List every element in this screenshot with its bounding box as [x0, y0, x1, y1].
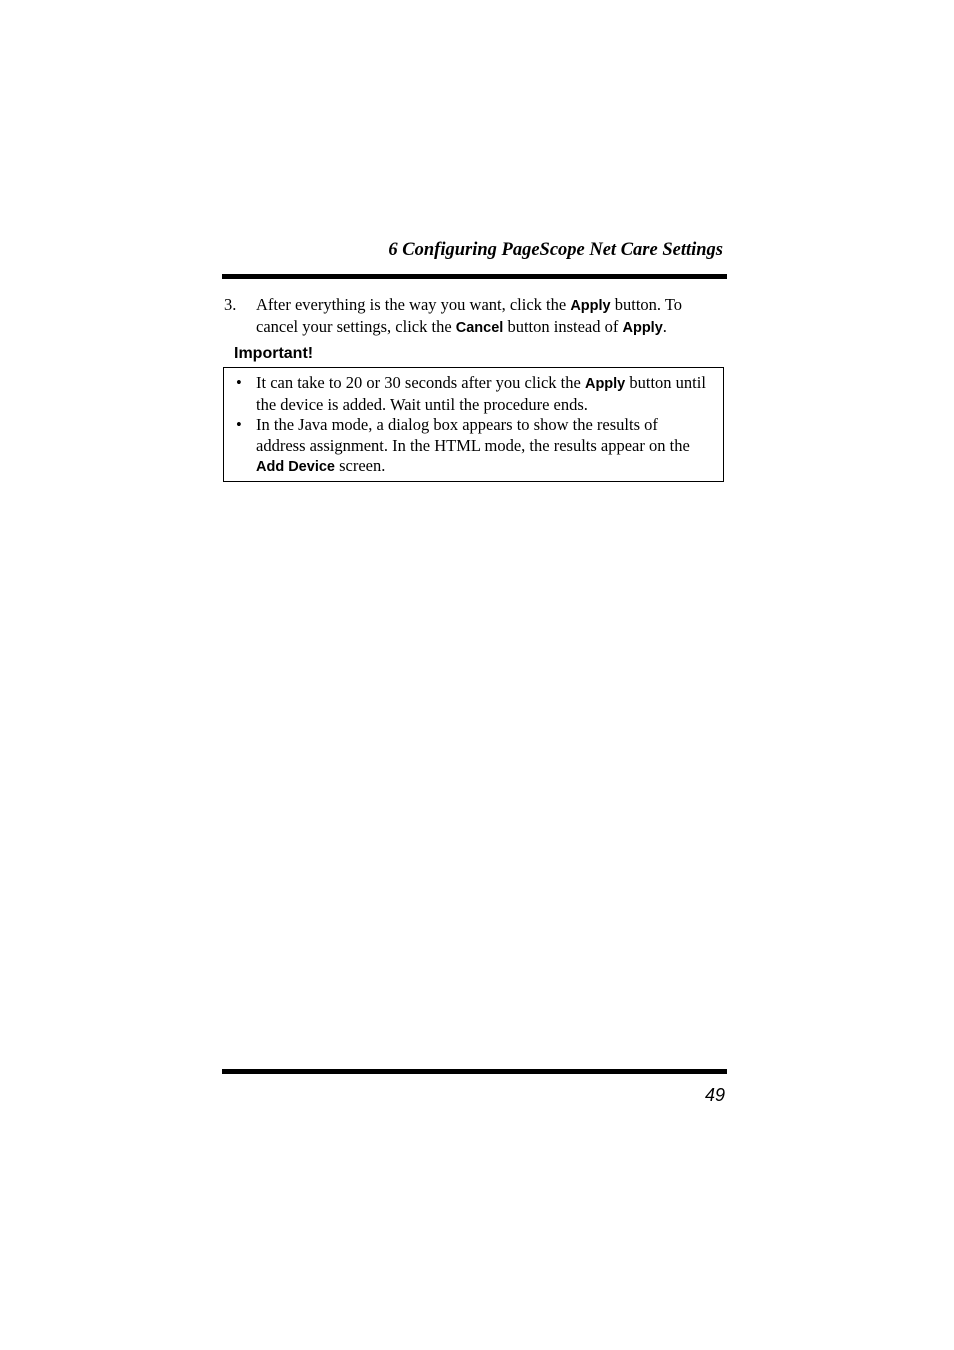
chapter-header-title: 6 Configuring PageScope Net Care Settings	[388, 240, 723, 260]
step-number: 3.	[224, 295, 237, 314]
page-number: 49	[704, 1085, 725, 1105]
step-3	[222, 295, 727, 338]
step-text-part: button. To cancel your settings, click the	[256, 295, 683, 336]
header-rule	[222, 274, 727, 279]
list-item	[224, 415, 723, 478]
list-item	[224, 373, 723, 415]
bullet-icon: •	[236, 415, 242, 434]
step-text-part: .	[662, 316, 667, 336]
step-text-part: button instead of	[503, 316, 623, 336]
step-text	[256, 295, 727, 338]
add-device-screen-reference: Add Device	[256, 459, 335, 475]
list-item-text: In the Java mode, a dialog box appears to show the results of address assignment. In the HTML mode, the results appear on the	[256, 415, 690, 455]
footer-rule	[222, 1069, 727, 1074]
bullet-icon: •	[236, 373, 242, 392]
important-box	[223, 367, 724, 482]
important-list	[224, 373, 723, 478]
important-label: Important!	[234, 345, 314, 362]
list-item-text: It can take to 20 or 30 seconds after you click the	[256, 373, 585, 392]
list-item-text: button until the device is added. Wait until the procedure ends.	[256, 373, 706, 414]
apply-button-reference: Apply	[584, 376, 626, 392]
apply-button-reference: Apply	[622, 319, 663, 336]
step-text-part: After everything is the way you want, click the	[256, 295, 571, 314]
cancel-button-reference: Cancel	[455, 319, 504, 336]
apply-button-reference: Apply	[570, 298, 611, 314]
list-item-text: screen.	[334, 456, 386, 475]
